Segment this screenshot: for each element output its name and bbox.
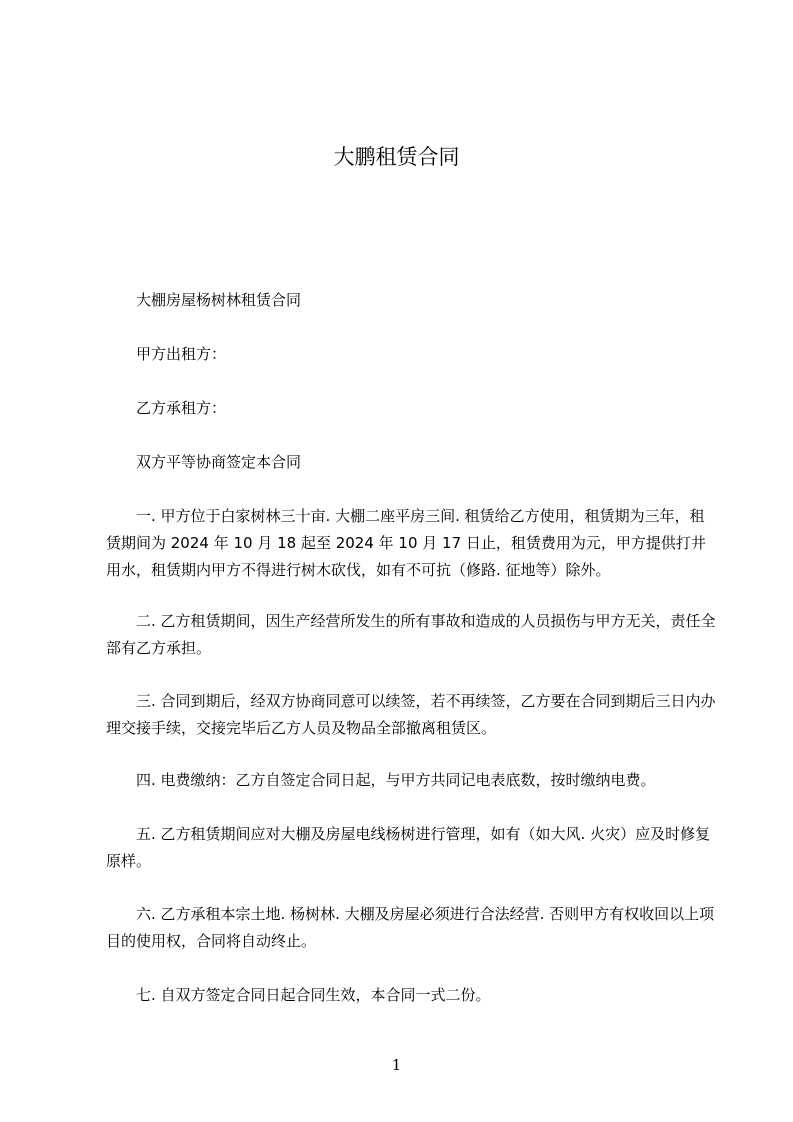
paragraph-party-b: 乙方承租方： xyxy=(136,399,227,417)
paragraph-clause-5: 五. 乙方租赁期间应对大棚及房屋电线杨树进行管理，如有（如大风. 火灾）应及时修复原样。 xyxy=(106,825,711,870)
paragraph-subtitle: 大棚房屋杨树林租赁合同 xyxy=(136,291,302,309)
paragraph-clause-2: 二. 乙方租赁期间，因生产经营所发生的所有事故和造成的人员损伤与甲方无关，责任全部有乙方承担。 xyxy=(106,612,716,657)
paragraph-clause-6: 六. 乙方承租本宗土地. 杨树林. 大棚及房屋必须进行合法经营. 否则甲方有权收回以上项目的使用权，合同将自动终止。 xyxy=(106,905,715,950)
document-title: 大鹏租赁合同 xyxy=(333,145,460,169)
paragraph-clause-3: 三. 合同到期后，经双方协商同意可以续签，若不再续签，乙方要在合同到期后三日内办理交接手续，交接完毕后乙方人员及物品全部撤离租赁区。 xyxy=(106,692,716,737)
paragraph-agreement: 双方平等协商签定本合同 xyxy=(136,453,302,471)
paragraph-party-a: 甲方出租方： xyxy=(136,345,227,363)
paragraph-clause-1: 一. 甲方位于白家树林三十亩. 大棚二座平房三间. 租赁给乙方使用，租赁期为三年，租赁期间为 2024 年 10 月 18 起至 2024 年 10 月 17 日止，租赁费用为元，甲方提供打井用水，租赁期内甲方不得进行树木砍伐，如有不可抗（修路. 征地等）除外。 xyxy=(106,507,706,579)
paragraph-clause-4: 四. 电费缴纳：乙方自签定合同日起，与甲方共同记电表底数，按时缴纳电费。 xyxy=(136,771,656,789)
page-number: 1 xyxy=(391,1056,402,1074)
paragraph-clause-7: 七. 自双方签定合同日起合同生效，本合同一式二份。 xyxy=(136,986,491,1004)
